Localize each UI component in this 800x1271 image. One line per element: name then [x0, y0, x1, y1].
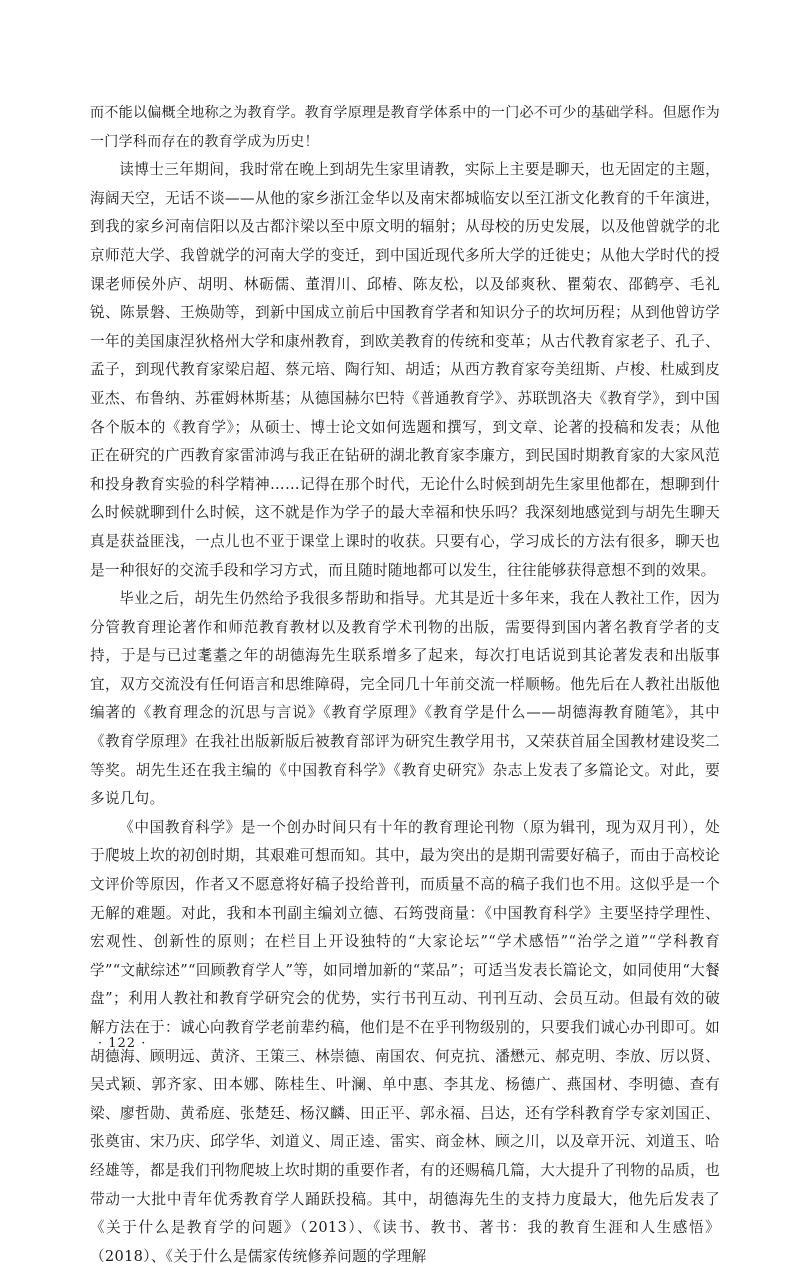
paragraph-journal: 《中国教育科学》是一个创办时间只有十年的教育理论刊物（原为辑刊，现为双月刊），处于爬坡上坎的初创时期，其艰难可想而知。其中，最为突出的是期刊需要好稿子，而由于高校论文评价等原因，作者又不愿意将好稿子投给普刊，而质量不高的稿子我们也不用。这似乎是一个无解的难题。对此，我和本刊副主编刘立德、石筠弢商量：《中国教育科学》主要坚持学理性、宏观性、创新性的原则；在栏目上开设独特的“大家论坛”“学术感悟”“治学之道”“学科教育学”“文献综述”“回顾教育学人”等，如同增加新的“菜品”；可适当发表长篇论文，如同使用“大餐盘”；利用人教社和教育学研究会的优势，实行书刊互动、刊刊互动、会员互动。但最有效的破解方法在于：诚心向教育学老前辈约稿，他们是不在乎刊物级别的，只要我们诚心办刊即可。如胡德海、顾明远、黄济、王策三、林崇德、南国农、何克抗、潘懋元、郝克明、李放、厉以贤、吴式颖、郭齐家、田本娜、陈桂生、叶澜、单中惠、李其龙、杨德广、燕国材、李明德、查有梁、廖哲勋、黄希庭、张楚廷、杨汉麟、田正平、郭永福、吕达，还有学科教育学专家刘国正、张奠宙、宋乃庆、邱学华、刘道义、周正逵、雷实、商金林、顾之川，以及章开沅、刘道玉、哈经雄等，都是我们刊物爬坡上坎时期的重要作者，有的还赐稿几篇，大大提升了刊物的品质，也带动一大批中青年优秀教育学人踊跃投稿。其中，胡德海先生的支持力度最大，他先后发表了《关于什么是教育学的问题》（2013）、《读书、教书、著书：我的教育生涯和人生感悟》（2018）、《关于什么是儒家传统修养问题的学理解 — [90, 818, 720, 1265]
paragraph-phd-years: 读博士三年期间，我时常在晚上到胡先生家里请教，实际上主要是聊天，也无固定的主题，海阔天空，无话不谈——从他的家乡浙江金华以及南宋都城临安以至江浙文化教育的千年演进，到我的家乡河南信阳以及古都汴梁以至中原文明的辐射；从母校的历史发展，以及他曾就学的北京师范大学、我曾就学的河南大学的变迁，到中国近现代多所大学的迁徙史；从他大学时代的授课老师侯外庐、胡明、林砺儒、董渭川、邱椿、陈友松，以及邰爽秋、瞿菊农、邵鹤亭、毛礼锐、陈景磐、王焕勋等，到新中国成立前后中国教育学者和知识分子的坎坷历程；从到他曾访学一年的美国康涅狄格州大学和康州教育，到欧美教育的传统和变革；从古代教育家老子、孔子、孟子，到现代教育家梁启超、蔡元培、陶行知、胡适；从西方教育家夸美纽斯、卢梭、杜威到皮亚杰、布鲁纳、苏霍姆林斯基；从德国赫尔巴特《普通教育学》、苏联凯洛夫《教育学》，到中国各个版本的《教育学》；从硕士、博士论文如何选题和撰写，到文章、论著的投稿和发表；从他正在研究的广西教育家雷沛鸿与我正在钻研的湖北教育家李廉方，到民国时期教育家的大家风范和投身教育实验的科学精神……记得在那个时代，无论什么时候到胡先生家里他都在，想聊到什么时候就聊到什么时候，这不就是作为学子的最大幸福和快乐吗？我深刻地感觉到与胡先生聊天真是获益匪浅，一点儿也不亚于课堂上课时的收获。只要有心，学习成长的方法有很多，聊天也是一种很好的交流手段和学习方式，而且随时随地都可以发生，往往能够获得意想不到的效果。 — [90, 161, 720, 579]
page-body — [90, 99, 720, 1271]
page-number: · 122 · — [98, 1036, 147, 1051]
paragraph-after-graduation: 毕业之后，胡先生仍然给予我很多帮助和指导。尤其是近十多年来，我在人教社工作，因为分管教育理论著作和师范教育教材以及教育学术刊物的出版，需要得到国内著名教育学者的支持，于是与已过耄耋之年的胡德海先生联系增多了起来，每次打电话说到其论著发表和出版事宜，双方交流没有任何语言和思维障碍，完全同几十年前交流一样顺畅。他先后在人教社出版他编著的《教育理念的沉思与言说》《教育学原理》《教育学是什么——胡德海教育随笔》，其中《教育学原理》在我社出版新版后被教育部评为研究生教学用书，又荣获首届全国教材建设奖二等奖。胡先生还在我主编的《中国教育科学》《教育史研究》杂志上发表了多篇论文。对此，要多说几句。 — [90, 590, 720, 808]
paragraph-continued-quote: 而不能以偏概全地称之为教育学。教育学原理是教育学体系中的一门必不可少的基础学科。但愿作为一门学科而存在的教育学成为历史！ — [90, 105, 720, 150]
